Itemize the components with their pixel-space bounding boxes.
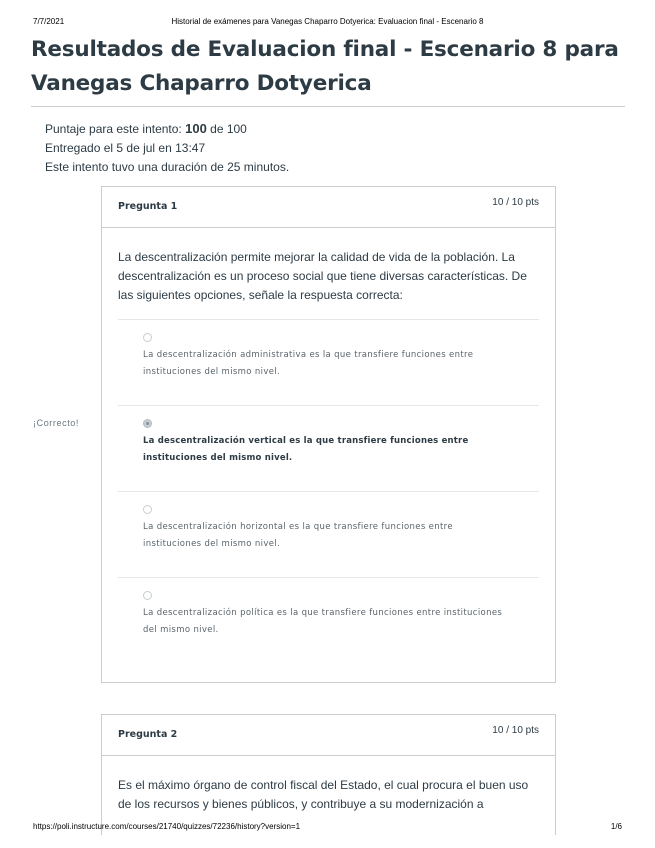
answer-option-4[interactable] [118,577,539,663]
question-header [102,187,555,228]
answer-text-selected: La descentralización vertical es la que transfiere funciones entre instituciones del mismo nivel. [143,436,469,463]
question-1 [101,186,556,683]
answer-text: La descentralización horizontal es la que transfiere funciones entre instituciones del mismo nivel. [143,522,453,549]
submitted-line: Entregado el 5 de jul en 13:47 [45,141,206,155]
duration-line: Este intento tuvo una duración de 25 minutos. [45,160,290,174]
question-name: Pregunta 1 [118,201,178,212]
score-prefix: Puntaje para este intento: [45,122,186,136]
radio-button-icon[interactable] [143,505,152,514]
question-body [102,756,555,814]
print-date: 7/7/2021 [33,17,65,26]
question-2 [101,714,556,835]
question-points: 10 / 10 pts [492,725,539,736]
page-number: 1/6 [610,822,622,831]
radio-button-icon[interactable] [143,591,152,600]
answer-text: La descentralización administrativa es la que transfiere funciones entre instituciones del mismo nivel. [143,350,474,377]
title-divider [31,106,625,107]
radio-button-icon[interactable] [143,333,152,342]
question-name: Pregunta 2 [118,729,178,740]
print-url: https://poli.instructure.com/courses/21740/quizzes/72236/history?version=1 [33,822,301,831]
answer-option-3[interactable] [118,491,539,577]
correct-answer-label: ¡Correcto! [33,418,80,428]
score-suffix: de 100 [206,122,247,136]
answer-option-1[interactable] [118,319,539,405]
question-text: La descentralización permite mejorar la calidad de vida de la población. La descentralización es un proceso social que tiene diversas características. De las siguientes opciones, señale la respuesta correcta: [118,250,527,302]
radio-button-checked-icon[interactable] [143,419,152,428]
answer-option-2[interactable] [118,405,539,491]
answer-list [118,319,539,663]
page-title: Resultados de Evaluacion final - Escenario 8 para Vanegas Chaparro Dotyerica [31,37,619,96]
print-document-title: Historial de exámenes para Vanegas Chaparro Dotyerica: Evaluacion final - Escenario 8 [171,17,484,26]
question-body [102,228,555,663]
question-text: Es el máximo órgano de control fiscal del Estado, el cual procura el buen uso de los recursos y bienes públicos, y contribuye a su modernización a [118,778,529,811]
question-header [102,715,555,756]
question-points: 10 / 10 pts [492,197,539,208]
score-line [45,119,289,139]
answer-text: La descentralización política es la que transfiere funciones entre instituciones del mismo nivel. [143,608,503,635]
attempt-summary [45,119,289,177]
score-value: 100 [185,121,207,136]
